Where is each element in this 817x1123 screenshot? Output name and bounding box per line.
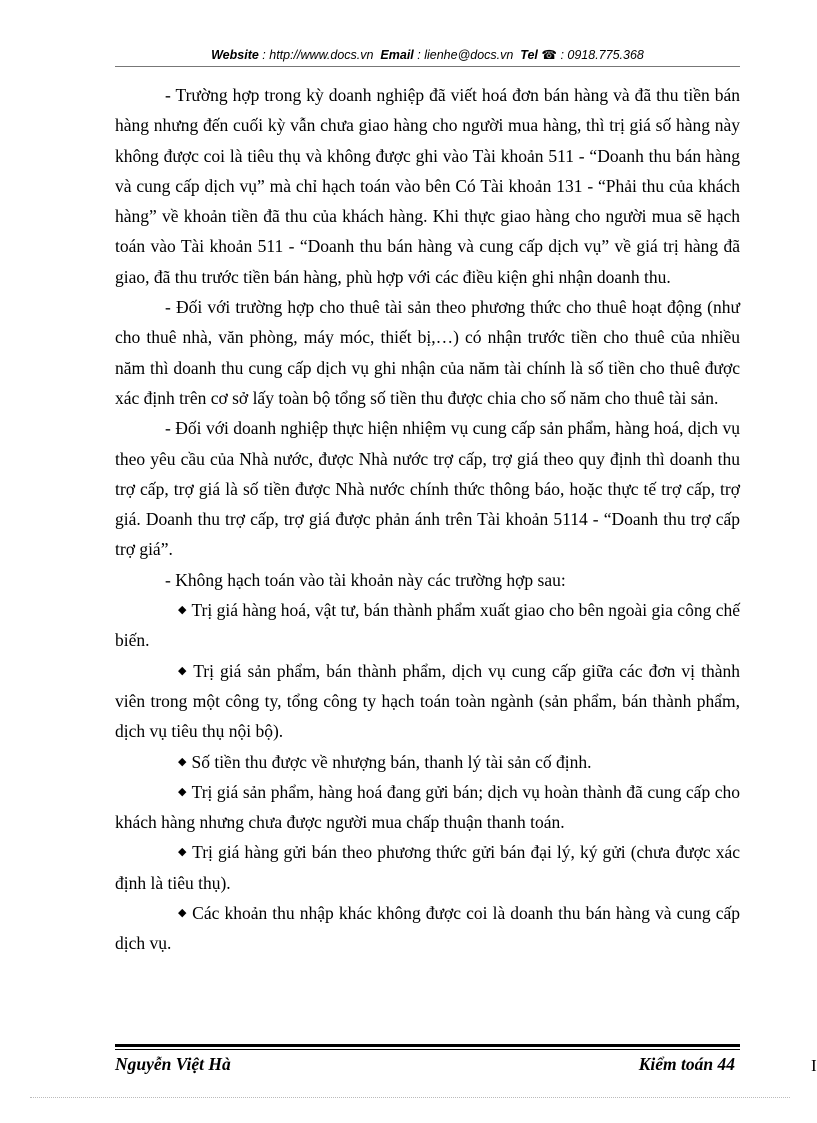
footer-class: Kiểm toán 44 xyxy=(638,1054,735,1074)
paragraph-text: Các khoản thu nhập khác không được coi là doanh thu bán hàng và cung cấp dịch vụ. xyxy=(115,903,740,954)
bullet-diamond-icon: ◆ xyxy=(178,755,187,768)
bullet-paragraph xyxy=(115,837,740,898)
email-label: Email xyxy=(380,48,414,62)
footer-divider-thick xyxy=(115,1044,740,1047)
paragraph-text: Trị giá sản phẩm, bán thành phẩm, dịch vụ cung cấp giữa các đơn vị thành viên trong một công ty, tổng công ty hạch toán toàn ngành (sản phẩm, bán thành phẩm, dịch vụ tiêu thụ nội bộ). xyxy=(115,660,740,742)
bullet-paragraph xyxy=(115,898,740,959)
page-edge-mark: I xyxy=(811,1056,817,1075)
bullet-diamond-icon: ◆ xyxy=(178,846,188,859)
telephone-icon: ☎ xyxy=(541,48,557,62)
paragraph-text: - Trường hợp trong kỳ doanh nghiệp đã viết hoá đơn bán hàng và đã thu tiền bán hàng nhưng đến cuối kỳ vẫn chưa giao hàng cho người mua hàng, thì trị giá số hàng này không được coi là tiêu thụ và không được ghi vào Tài khoản 511 - “Doanh thu bán hàng và cung cấp dịch vụ” mà chỉ hạch toán vào bên Có Tài khoản 131 - “Phải thu của khách hàng” về khoản tiền đã thu của khách hàng. Khi thực giao hàng cho người mua sẽ hạch toán vào Tài khoản 511 - “Doanh thu bán hàng và cung cấp dịch vụ” về giá trị hàng đã giao, đã thu trước tiền bán hàng, phù hợp với các điều kiện ghi nhận doanh thu. xyxy=(115,85,740,287)
website-value: : http://www.docs.vn xyxy=(262,48,374,62)
bullet-diamond-icon: ◆ xyxy=(178,604,187,617)
paragraph-text: Trị giá hàng gửi bán theo phương thức gửi bán đại lý, ký gửi (chưa được xác định là tiêu thụ). xyxy=(115,842,740,893)
page-bottom-dotted-line xyxy=(30,1097,790,1098)
paragraph-text: Số tiền thu được về nhượng bán, thanh lý tài sản cố định. xyxy=(191,751,592,772)
bullet-paragraph xyxy=(115,595,740,656)
bullet-diamond-icon: ◆ xyxy=(178,907,188,920)
website-label: Website xyxy=(211,48,259,62)
document-body xyxy=(115,80,740,959)
tel-label: Tel xyxy=(520,48,538,62)
bullet-diamond-icon: ◆ xyxy=(178,785,187,798)
bullet-paragraph xyxy=(115,656,740,747)
body-paragraph xyxy=(115,292,740,413)
bullet-diamond-icon: ◆ xyxy=(178,664,189,677)
paragraph-text: - Đối với doanh nghiệp thực hiện nhiệm vụ cung cấp sản phẩm, hàng hoá, dịch vụ theo yêu cầu của Nhà nước, được Nhà nước trợ cấp, trợ giá theo quy định thì doanh thu trợ cấp, trợ giá là số tiền được Nhà nước chính thức thông báo, hoặc thực tế trợ cấp, trợ giá. Doanh thu trợ cấp, trợ giá được phản ánh trên Tài khoản 5114 - “Doanh thu trợ cấp trợ giá”. xyxy=(115,418,740,560)
paragraph-text: - Đối với trường hợp cho thuê tài sản theo phương thức cho thuê hoạt động (như cho thuê nhà, văn phòng, máy móc, thiết bị,…) có nhận trước tiền cho thuê của nhiều năm thì doanh thu cung cấp dịch vụ ghi nhận của năm tài chính là số tiền cho thuê được xác định trên cơ sở lấy toàn bộ tổng số tiền thu được chia cho số năm cho thuê tài sản. xyxy=(115,297,740,408)
bullet-paragraph xyxy=(115,777,740,838)
body-paragraph xyxy=(115,80,740,292)
body-paragraph xyxy=(115,565,740,595)
footer-divider-thin xyxy=(115,1049,740,1050)
paragraph-text: - Không hạch toán vào tài khoản này các trường hợp sau: xyxy=(165,569,566,590)
footer-author: Nguyễn Việt Hà xyxy=(115,1054,231,1074)
page-header xyxy=(115,47,740,62)
tel-value: : 0918.775.368 xyxy=(560,48,644,62)
paragraph-text: Trị giá hàng hoá, vật tư, bán thành phẩm xuất giao cho bên ngoài gia công chế biến. xyxy=(115,600,740,651)
paragraph-text: Trị giá sản phẩm, hàng hoá đang gửi bán; dịch vụ hoàn thành đã cung cấp cho khách hàng nhưng chưa được người mua chấp thuận thanh toán. xyxy=(115,781,740,833)
bullet-paragraph xyxy=(115,747,740,777)
body-paragraph xyxy=(115,413,740,564)
email-value: : lienhe@docs.vn xyxy=(417,48,514,62)
header-divider xyxy=(115,66,740,67)
